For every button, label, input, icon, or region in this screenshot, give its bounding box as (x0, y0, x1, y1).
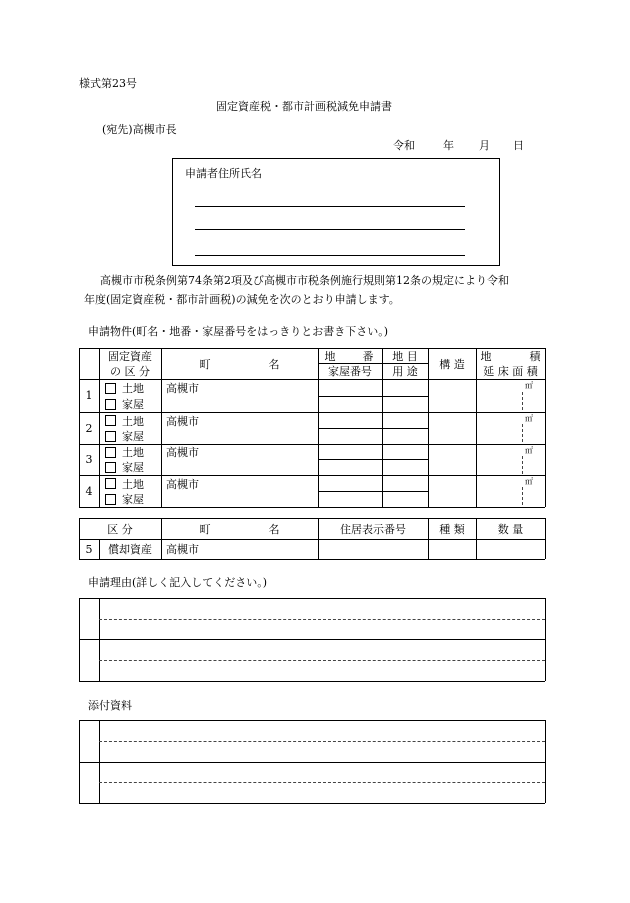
area-divider-row-2 (522, 424, 523, 442)
page-title: 固定資産税・都市計画税減免申請書 (216, 100, 392, 113)
header-quantity: 数 量 (497, 522, 524, 536)
row-number: 2 (85, 421, 93, 435)
attachments-heading: 添付資料 (88, 699, 132, 712)
checkbox-land-row-2[interactable]: 土地 (101, 413, 163, 428)
row-number: 5 (85, 542, 93, 556)
date-day-unit: 日 (513, 139, 524, 152)
sqm-unit-row-4: ㎡ (525, 477, 533, 486)
header-town-2: 名 (268, 357, 280, 371)
header-lot-2: 番 (362, 349, 374, 363)
checkbox-icon[interactable] (105, 431, 116, 442)
header-land-category: 地 目 (392, 349, 418, 363)
row-number: 1 (85, 389, 93, 402)
applicant-line-1[interactable] (195, 206, 465, 207)
addressee: (宛先)高槻市長 (102, 123, 177, 136)
row-number: 4 (85, 484, 93, 498)
checkbox-land-row-4[interactable]: 土地 (101, 476, 163, 491)
checkbox-land-row-1[interactable]: 土地 (101, 380, 163, 396)
header-floor-area: 延 床 面 積 (483, 365, 538, 378)
header-lot-1: 地 (324, 349, 336, 363)
row-number: 3 (85, 453, 93, 466)
depreciable-category: 償却資産 (108, 543, 152, 556)
town-row-2[interactable]: 高槻市 (166, 414, 199, 428)
checkbox-icon[interactable] (105, 478, 116, 489)
header-category: 区 分 (107, 522, 133, 536)
checkbox-land-row-3[interactable]: 土地 (101, 445, 163, 459)
checkbox-icon[interactable] (105, 494, 116, 505)
date-era: 令和 (393, 139, 415, 152)
header-house-no: 家屋番号 (328, 365, 372, 378)
date-year-unit: 年 (443, 139, 454, 152)
applicant-label: 申請者住所氏名 (185, 167, 262, 180)
checkbox-icon[interactable] (105, 383, 116, 394)
depreciable-town[interactable]: 高槻市 (166, 543, 199, 556)
area-divider-row-3 (522, 456, 523, 474)
area-divider-row-4 (522, 487, 523, 505)
town-row-1[interactable]: 高槻市 (166, 382, 199, 395)
form-number: 様式第23号 (79, 77, 137, 90)
checkbox-house-row-3[interactable]: 家屋 (101, 459, 163, 475)
checkbox-icon[interactable] (105, 415, 116, 426)
sqm-unit-row-1: ㎡ (525, 381, 533, 390)
header-asset-type-1: 固定資産 (108, 349, 152, 363)
header-town-2: 名 (268, 522, 280, 536)
checkbox-house-row-2[interactable]: 家屋 (101, 428, 163, 444)
body-text-line-1: 高槻市市税条例第74条第2項及び高槻市市税条例施行規則第12条の規定により令和 (100, 274, 509, 287)
sqm-unit-row-3: ㎡ (525, 446, 533, 455)
header-kind: 種 類 (439, 522, 465, 536)
checkbox-icon[interactable] (105, 462, 116, 473)
checkbox-icon[interactable] (105, 447, 116, 458)
town-row-3[interactable]: 高槻市 (166, 446, 199, 459)
property-heading: 申請物件(町名・地番・家屋番号をはっきりとお書き下さい。) (88, 325, 389, 338)
body-text-line-2: 年度(固定資産税・都市計画税)の減免を次のとおり申請します。 (84, 293, 400, 306)
checkbox-house-row-1[interactable]: 家屋 (101, 396, 163, 412)
checkbox-icon[interactable] (105, 399, 116, 410)
header-usage: 用 途 (392, 365, 418, 378)
area-divider-row-1 (522, 392, 523, 410)
header-structure: 構 造 (439, 357, 465, 371)
header-area-1: 地 (480, 349, 492, 363)
header-address-number: 住居表示番号 (340, 522, 406, 536)
applicant-line-3[interactable] (195, 255, 465, 256)
sqm-unit-row-2: ㎡ (525, 414, 533, 423)
header-asset-type-2: の 区 分 (110, 365, 150, 378)
header-town-1: 町 (199, 357, 211, 371)
applicant-line-2[interactable] (195, 229, 465, 230)
reason-heading: 申請理由(詳しく記入してください。) (88, 576, 268, 589)
header-area-2: 積 (529, 349, 541, 363)
date-month-unit: 月 (479, 139, 490, 152)
town-row-4[interactable]: 高槻市 (166, 477, 199, 491)
header-town-1: 町 (199, 522, 211, 536)
checkbox-house-row-4[interactable]: 家屋 (101, 491, 163, 507)
applicant-box (172, 158, 500, 266)
